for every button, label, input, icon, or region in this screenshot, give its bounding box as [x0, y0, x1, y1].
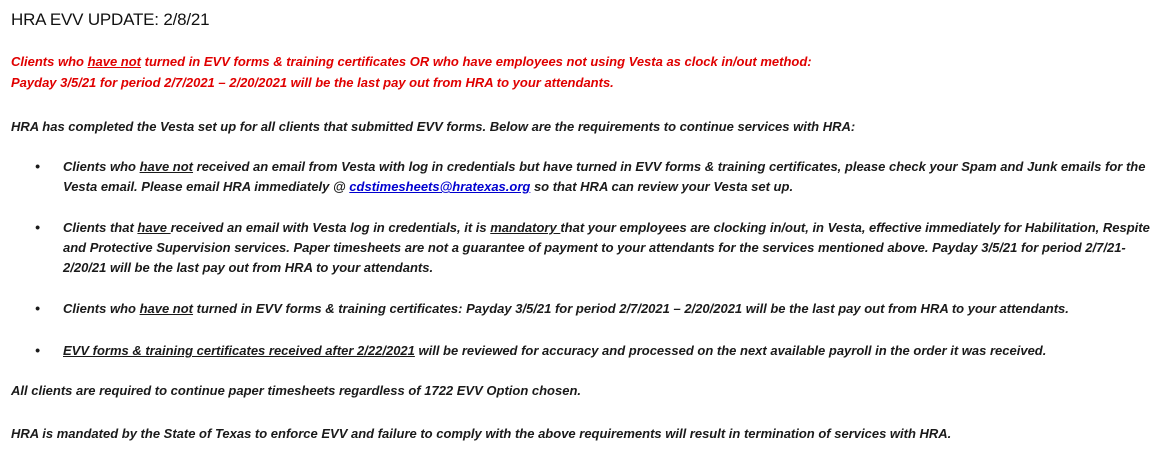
bullet-2-line-1 [63, 218, 1173, 238]
bullet-1-l1-pre: Clients who [63, 159, 140, 174]
bullet-2-text [63, 218, 1173, 278]
bullet-3-text [63, 299, 1173, 319]
bullet-1-l1-post: received an email from Vesta with log in credentials but have turned in EVV forms & training certificates, please check your Spam and Junk emails for the [193, 159, 1146, 174]
bullet-1-line-1 [63, 157, 1173, 177]
warning-line-2: Payday 3/5/21 for period 2/7/2021 – 2/20/2021 will be the last pay out from HRA to your attendants. [11, 75, 614, 90]
bullet-2-marker: • [35, 219, 40, 235]
bullet-2-l1-mid: received an email with Vesta log in credentials, it is [170, 220, 491, 235]
document-title: HRA EVV UPDATE: 2/8/21 [11, 10, 210, 29]
paper-timesheets-note: All clients are required to continue paper timesheets regardless of 1722 EVV Option chosen. [11, 383, 582, 398]
email-link[interactable]: cdstimesheets@hratexas.org [349, 179, 531, 194]
bullet-1-l2-pre: Vesta email. Please email HRA immediately @ [63, 179, 350, 194]
bullet-3-l1-post: turned in EVV forms & training certificates: Payday 3/5/21 for period 2/7/2021 – 2/20/2021 will be the last pay out from HRA to your attendants. [193, 301, 1069, 316]
bullet-3-l1-pre: Clients who [63, 301, 140, 316]
bullet-2-l1-pre: Clients that [63, 220, 138, 235]
bullet-2-line-3: 2/20/21 will be the last pay out from HRA to your attendants. [63, 260, 434, 275]
mandate-note: HRA is mandated by the State of Texas to enforce EVV and failure to comply with the above requirements will result in termination of services with HRA. [11, 426, 952, 441]
bullet-1-l2-post: so that HRA can review your Vesta set up. [530, 179, 794, 194]
bullet-3-have-not: have not [139, 301, 194, 316]
bullet-1-line-2 [63, 177, 1173, 197]
bullet-2-mandatory: mandatory [490, 220, 561, 235]
bullet-1-have-not: have not [139, 159, 194, 174]
bullet-4-text [63, 341, 1173, 361]
bullet-1-text [63, 157, 1173, 197]
intro-paragraph: HRA has completed the Vesta set up for all clients that submitted EVV forms. Below are the requirements to continue services with HRA: [11, 119, 856, 134]
bullet-4-marker: • [35, 342, 40, 358]
bullet-2-l1-post: that your employees are clocking in/out, in Vesta, effective immediately for Habilitation, Respite [560, 220, 1150, 235]
bullet-2-line-2: and Protective Supervision services. Paper timesheets are not a guarantee of payment to your attendants for the services mentioned above. Payday 3/5/21 for period 2/7/21- [63, 240, 1126, 255]
bullet-4-l1-post: will be reviewed for accuracy and processed on the next available payroll in the order it was received. [414, 343, 1047, 358]
bullet-4-evv-forms-after: EVV forms & training certificates received after 2/22/2021 [63, 343, 415, 358]
warning-line-1 [11, 54, 812, 69]
bullet-3-marker: • [35, 300, 40, 316]
warning-have-not: have not [87, 54, 142, 69]
bullet-2-have: have [137, 220, 171, 235]
bullet-3-line-1 [63, 299, 1173, 319]
bullet-4-line-1 [63, 341, 1173, 361]
warning-line-1-pre: Clients who [11, 54, 88, 69]
bullet-1-marker: • [35, 158, 40, 174]
warning-line-1-post: turned in EVV forms & training certificates OR who have employees not using Vesta as clock in/out method: [141, 54, 812, 69]
